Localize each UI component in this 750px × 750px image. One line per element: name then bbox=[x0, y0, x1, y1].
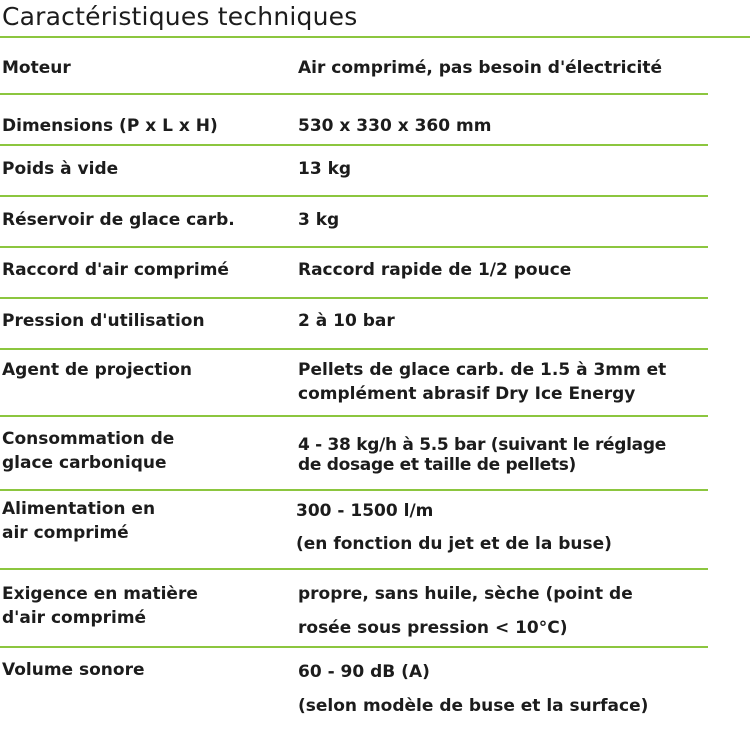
page-title: Caractéristiques techniques bbox=[2, 2, 358, 31]
spec-value-engine bbox=[298, 56, 662, 80]
spec-value-text: Pellets de glace carb. de 1.5 à 3mm et bbox=[298, 360, 667, 380]
spec-value-text: 13 kg bbox=[298, 159, 352, 179]
spec-label-weight bbox=[2, 157, 118, 181]
spec-value-consumption bbox=[298, 435, 666, 475]
spec-value-weight bbox=[298, 157, 351, 181]
spec-value-text: propre, sans huile, sèche (point de bbox=[298, 584, 633, 604]
spec-label-text: Pression d'utilisation bbox=[2, 311, 205, 331]
spec-value-text: (en fonction du jet et de la buse) bbox=[296, 534, 612, 554]
spec-label-text: Exigence en matière bbox=[2, 584, 198, 604]
spec-label-text: Moteur bbox=[2, 58, 71, 78]
spec-label-noise-level bbox=[2, 658, 145, 682]
spec-label-text: d'air comprimé bbox=[2, 608, 147, 628]
spec-label-text: Volume sonore bbox=[2, 660, 145, 680]
row-divider bbox=[0, 415, 708, 417]
row-divider bbox=[0, 246, 708, 248]
spec-label-pressure bbox=[2, 309, 205, 333]
spec-value-blasting-agent bbox=[298, 358, 666, 406]
title-divider bbox=[0, 36, 750, 38]
spec-value-air-supply bbox=[296, 495, 612, 561]
spec-value-text: 3 kg bbox=[298, 210, 340, 230]
spec-value-tank bbox=[298, 208, 339, 232]
spec-value-dimensions bbox=[298, 114, 491, 138]
spec-value-text: 60 - 90 dB (A) bbox=[298, 662, 430, 682]
spec-value-noise-level bbox=[298, 655, 648, 723]
row-divider bbox=[0, 195, 708, 197]
spec-label-text: Poids à vide bbox=[2, 159, 119, 179]
spec-label-air-requirement bbox=[2, 582, 198, 630]
spec-value-text: complément abrasif Dry Ice Energy bbox=[298, 384, 636, 404]
spec-value-text: 4 - 38 kg/h à 5.5 bar (suivant le réglage bbox=[298, 435, 666, 455]
spec-label-text: Consommation de bbox=[2, 429, 175, 449]
spec-label-air-supply bbox=[2, 497, 155, 545]
spec-value-text: Air comprimé, pas besoin d'électricité bbox=[298, 58, 663, 78]
spec-label-consumption bbox=[2, 427, 174, 475]
spec-value-text: 2 à 10 bar bbox=[298, 311, 395, 331]
spec-label-tank bbox=[2, 208, 235, 232]
row-divider bbox=[0, 93, 708, 95]
spec-value-text: Raccord rapide de 1/2 pouce bbox=[298, 260, 572, 280]
spec-value-text: rosée sous pression < 10°C) bbox=[298, 618, 568, 638]
spec-label-text: air comprimé bbox=[2, 523, 129, 543]
spec-value-air-requirement bbox=[298, 577, 633, 645]
spec-value-text: (selon modèle de buse et la surface) bbox=[298, 696, 649, 716]
spec-label-blasting-agent bbox=[2, 358, 192, 382]
row-divider bbox=[0, 144, 708, 146]
spec-label-text: Réservoir de glace carb. bbox=[2, 210, 235, 230]
row-divider bbox=[0, 646, 708, 648]
spec-label-text: glace carbonique bbox=[2, 453, 167, 473]
spec-value-pressure bbox=[298, 309, 395, 333]
spec-value-connector bbox=[298, 258, 571, 282]
spec-label-text: Alimentation en bbox=[2, 499, 156, 519]
spec-label-connector bbox=[2, 258, 229, 282]
spec-value-text: 300 - 1500 l/m bbox=[296, 501, 434, 521]
row-divider bbox=[0, 489, 708, 491]
spec-label-text: Raccord d'air comprimé bbox=[2, 260, 229, 280]
spec-label-engine bbox=[2, 56, 71, 80]
spec-label-dimensions bbox=[2, 114, 218, 138]
spec-value-text: de dosage et taille de pellets) bbox=[298, 455, 576, 475]
row-divider bbox=[0, 297, 708, 299]
row-divider bbox=[0, 348, 708, 350]
spec-value-text: 530 x 330 x 360 mm bbox=[298, 116, 492, 136]
spec-label-text: Agent de projection bbox=[2, 360, 193, 380]
spec-label-text: Dimensions (P x L x H) bbox=[2, 116, 218, 136]
row-divider bbox=[0, 568, 708, 570]
